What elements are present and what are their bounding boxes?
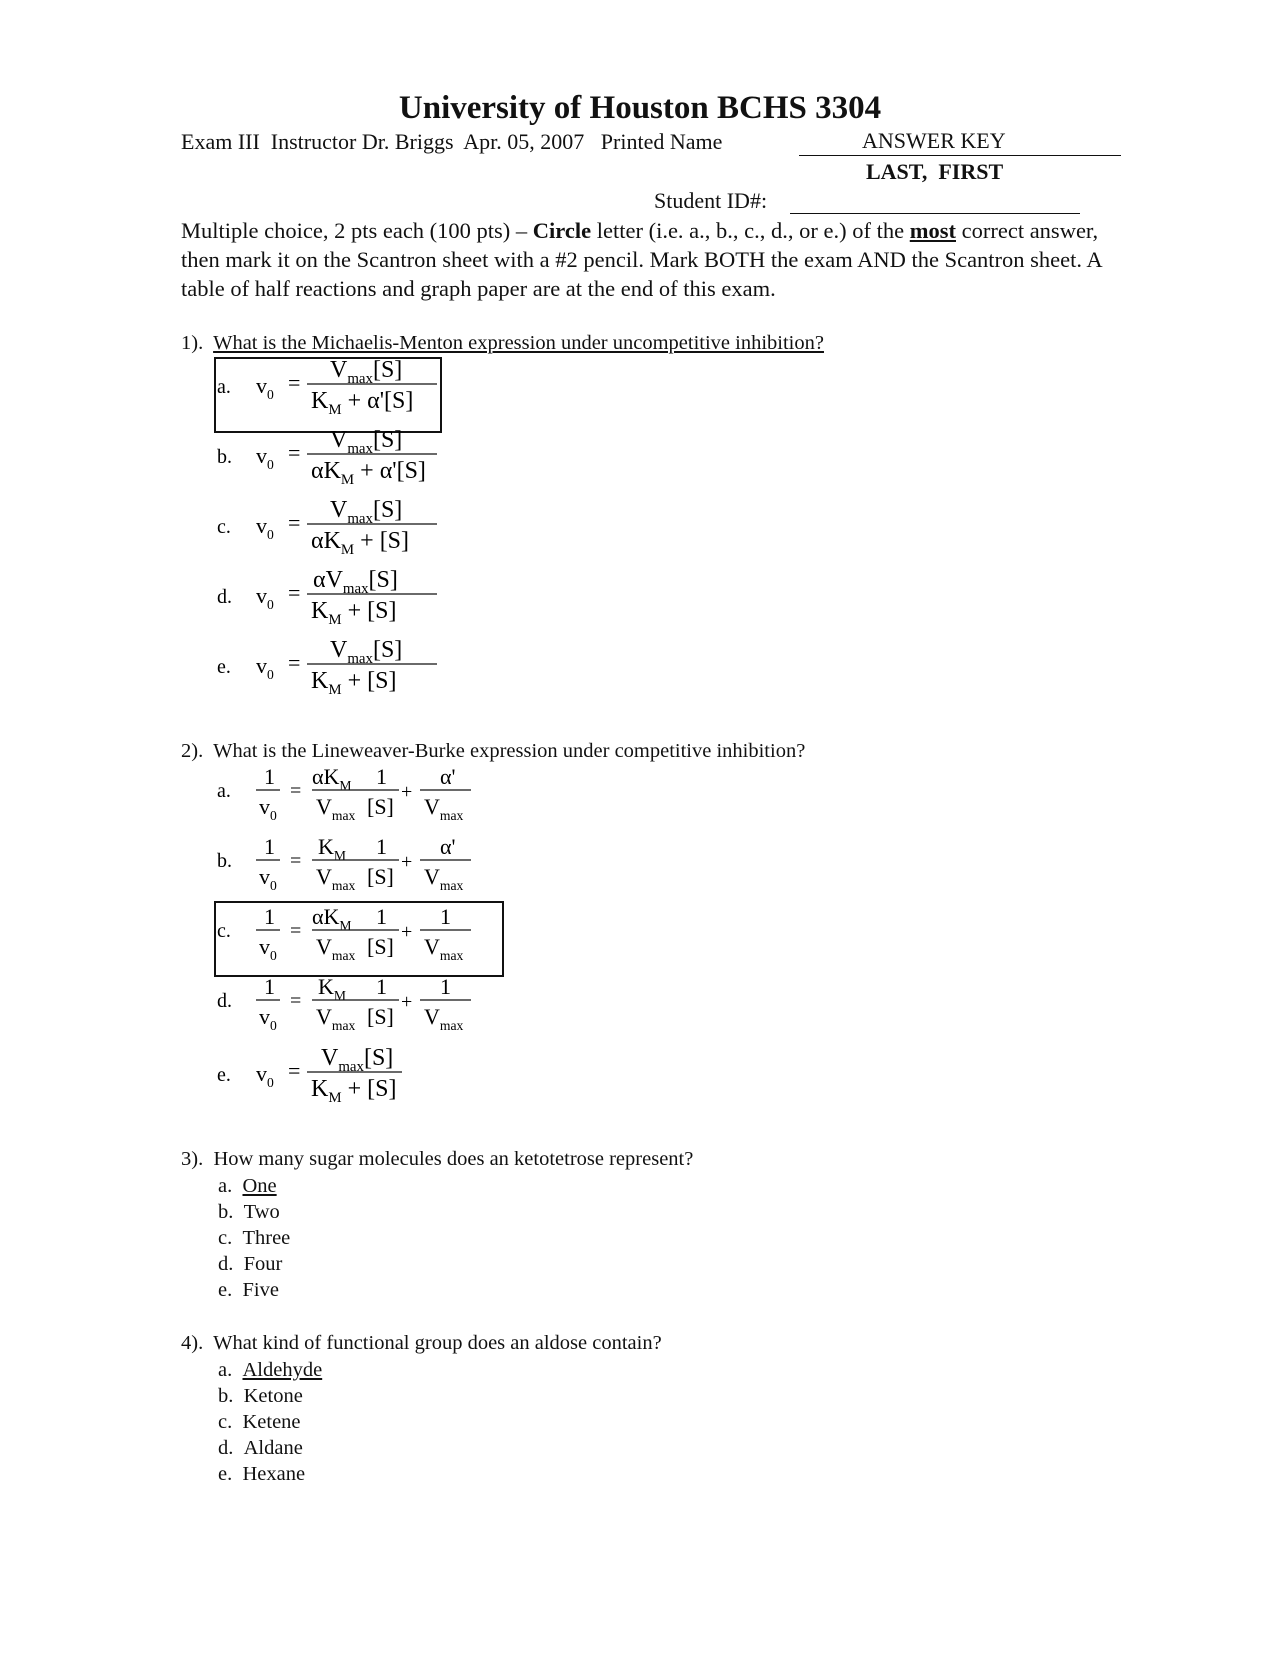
question-number: 2). — [181, 740, 204, 762]
inverse-s-denominator: [S] — [367, 934, 394, 959]
q3-option-e[interactable] — [218, 1279, 279, 1302]
instructions-text-1: Multiple choice, 2 pts each (100 pts) – — [181, 218, 533, 243]
q3-option-c[interactable] — [218, 1227, 290, 1250]
lhs-numerator: 1 — [264, 974, 275, 999]
option-letter: c. — [218, 1227, 233, 1249]
equals-sign: = — [290, 780, 302, 802]
denominator: $K_M + [S]$ — [311, 598, 397, 628]
answer-box-q2 — [214, 901, 504, 977]
constant-numerator: α' — [440, 764, 456, 789]
option-text: Aldane — [243, 1437, 303, 1459]
constant-numerator: 1 — [440, 974, 451, 999]
option-letter: d. — [217, 586, 232, 608]
q1-option-d[interactable] — [217, 567, 437, 628]
printed-name-label: Printed Name — [600, 129, 723, 154]
name-format-label: LAST, FIRST — [866, 159, 1004, 184]
plus-sign: + — [401, 851, 413, 873]
numerator: $\alpha V_{max}[S]$ — [313, 567, 398, 597]
q2-option-e[interactable] — [217, 1045, 402, 1106]
question-number: 4). — [181, 1332, 204, 1354]
lhs-v: $v_0$ — [256, 513, 274, 542]
denominator: $K_M + [S]$ — [311, 1076, 397, 1106]
vmax-term: $V_{max}$ — [316, 934, 356, 963]
q4-option-b[interactable] — [218, 1385, 303, 1408]
equals-sign: = — [288, 510, 301, 535]
k-term: $\alpha K_M$ — [312, 904, 352, 933]
equals-sign: = — [290, 990, 302, 1012]
equals-sign: = — [288, 370, 301, 395]
constant-denominator: $V_{max}$ — [424, 1004, 464, 1033]
option-letter: b. — [218, 1201, 234, 1223]
lhs-denominator: $v_0$ — [259, 794, 277, 823]
student-id-label: Student ID#: — [654, 188, 768, 213]
page-title: University of Houston BCHS 3304 — [398, 90, 882, 126]
lhs-denominator: $v_0$ — [259, 1004, 277, 1033]
inverse-s-numerator: 1 — [376, 904, 387, 929]
option-text: Five — [242, 1279, 279, 1301]
question-text: What kind of functional group does an aldose contain? — [213, 1332, 662, 1354]
lhs-v: $v_0$ — [256, 1061, 274, 1090]
numerator: $V_{max}[S]$ — [330, 357, 403, 387]
q3-option-b[interactable] — [218, 1201, 280, 1224]
option-letter: d. — [218, 1437, 234, 1459]
inverse-s-denominator: [S] — [367, 864, 394, 889]
question-number: 1). — [181, 332, 204, 354]
k-term: $K_M$ — [318, 974, 347, 1003]
lhs-numerator: 1 — [264, 834, 275, 859]
question-text: What is the Lineweaver-Burke expression under competitive inhibition? — [213, 740, 806, 762]
instructions-text-3: correct answer, then mark it on the Scantron sheet with a #2 pencil. Mark BOTH the exam AND the Scantron sheet. A table of half reactions and graph paper are at the end of this exam. — [181, 218, 1102, 301]
equals-sign: = — [290, 850, 302, 872]
option-letter: c. — [217, 516, 231, 538]
equals-sign: = — [288, 650, 301, 675]
option-text: Hexane — [242, 1463, 306, 1485]
lhs-numerator: 1 — [264, 904, 275, 929]
lhs-numerator: 1 — [264, 764, 275, 789]
q1-option-a[interactable] — [217, 357, 437, 418]
q1-option-b[interactable] — [217, 427, 437, 488]
numerator: $V_{max}[S]$ — [321, 1045, 394, 1075]
option-text: One — [242, 1175, 277, 1197]
option-text: Ketene — [242, 1411, 301, 1433]
option-letter: d. — [217, 990, 232, 1012]
exam-date: Apr. 05, 2007 — [463, 129, 585, 154]
option-letter: a. — [218, 1175, 233, 1197]
vmax-term: $V_{max}$ — [316, 1004, 356, 1033]
exam-label: Exam III — [181, 129, 260, 154]
inverse-s-numerator: 1 — [376, 974, 387, 999]
constant-numerator: α' — [440, 834, 456, 859]
lhs-v: $v_0$ — [256, 653, 274, 682]
q4-option-a[interactable] — [218, 1359, 322, 1382]
q4-option-d[interactable] — [218, 1437, 303, 1460]
option-letter: d. — [218, 1253, 234, 1275]
option-letter: e. — [218, 1463, 233, 1485]
denominator: $K_M + \alpha'[S]$ — [311, 388, 414, 418]
constant-denominator: $V_{max}$ — [424, 794, 464, 823]
q4-option-e[interactable] — [218, 1463, 305, 1486]
option-letter: b. — [217, 850, 232, 872]
denominator: $K_M + [S]$ — [311, 668, 397, 698]
option-letter: b. — [217, 446, 232, 468]
equals-sign: = — [288, 1058, 301, 1083]
denominator: $\alpha K_M + [S]$ — [311, 528, 410, 558]
instructions-circle: Circle — [532, 218, 592, 243]
option-text: Aldehyde — [242, 1359, 323, 1381]
question-4 — [181, 1332, 662, 1355]
numerator: $V_{max}[S]$ — [330, 497, 403, 527]
q3-option-d[interactable] — [218, 1253, 282, 1276]
q1-option-c[interactable] — [217, 497, 437, 558]
inverse-s-numerator: 1 — [376, 764, 387, 789]
constant-denominator: $V_{max}$ — [424, 864, 464, 893]
option-letter: a. — [217, 376, 231, 398]
instructions-text-2: letter (i.e. a., b., c., d., or e.) of the — [591, 218, 910, 243]
k-term: $K_M$ — [318, 834, 347, 863]
vmax-term: $V_{max}$ — [316, 794, 356, 823]
plus-sign: + — [401, 991, 413, 1013]
constant-denominator: $V_{max}$ — [424, 934, 464, 963]
q3-option-a[interactable] — [218, 1175, 277, 1198]
equals-sign: = — [288, 440, 301, 465]
question-3 — [181, 1148, 693, 1171]
option-text: Three — [242, 1227, 291, 1249]
q1-option-e[interactable] — [217, 637, 437, 698]
option-letter: e. — [217, 656, 231, 678]
option-letter: e. — [217, 1064, 231, 1086]
numerator: $V_{max}[S]$ — [330, 427, 403, 457]
option-letter: a. — [218, 1359, 233, 1381]
question-number: 3). — [181, 1148, 204, 1170]
instructor-label: Instructor Dr. Briggs — [270, 129, 454, 154]
q2-option-d[interactable] — [217, 974, 471, 1033]
q2-option-b[interactable] — [217, 834, 471, 893]
option-text: Ketone — [243, 1385, 303, 1407]
option-letter: b. — [218, 1385, 234, 1407]
lhs-denominator: $v_0$ — [259, 864, 277, 893]
equals-sign: = — [288, 580, 301, 605]
option-letter: e. — [218, 1279, 233, 1301]
option-text: Four — [243, 1253, 283, 1275]
q2-option-a[interactable] — [217, 764, 471, 823]
plus-sign: + — [401, 921, 413, 943]
option-letter: a. — [217, 780, 231, 802]
q4-option-c[interactable] — [218, 1411, 301, 1434]
inverse-s-denominator: [S] — [367, 1004, 394, 1029]
vmax-term: $V_{max}$ — [316, 864, 356, 893]
inverse-s-denominator: [S] — [367, 794, 394, 819]
k-term: $\alpha K_M$ — [312, 764, 352, 793]
lhs-denominator: $v_0$ — [259, 934, 277, 963]
instructions-most: most — [909, 218, 956, 243]
option-letter: c. — [218, 1411, 233, 1433]
lhs-v: $v_0$ — [256, 443, 274, 472]
option-text: Two — [243, 1201, 280, 1223]
constant-numerator: 1 — [440, 904, 451, 929]
lhs-v: $v_0$ — [256, 373, 274, 402]
question-2 — [181, 740, 805, 763]
question-text: How many sugar molecules does an ketotetrose represent? — [213, 1148, 694, 1170]
equals-sign: = — [290, 920, 302, 942]
denominator: $\alpha K_M + \alpha'[S]$ — [311, 458, 426, 488]
question-text: What is the Michaelis-Menton expression under uncompetitive inhibition? — [213, 332, 824, 354]
lhs-v: $v_0$ — [256, 583, 274, 612]
inverse-s-numerator: 1 — [376, 834, 387, 859]
numerator: $V_{max}[S]$ — [330, 637, 403, 667]
plus-sign: + — [401, 781, 413, 803]
option-letter: c. — [217, 920, 231, 942]
printed-name-value: ANSWER KEY — [862, 128, 1006, 153]
